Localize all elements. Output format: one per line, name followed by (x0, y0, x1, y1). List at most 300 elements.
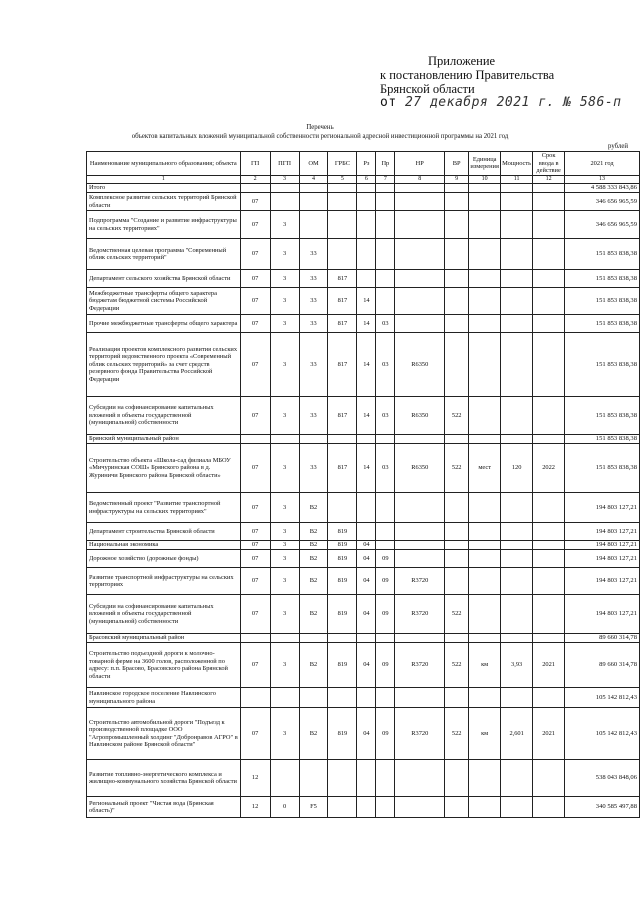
row-code-cell: 04 (357, 595, 376, 634)
column-number-9: 9 (445, 175, 469, 184)
row-code-cell (376, 523, 395, 541)
row-code-cell (299, 193, 328, 211)
row-code-cell (533, 333, 565, 397)
document-subtitle: объектов капитальных вложений муниципальной собственности региональной адресной инвестиционной программы на 2021 год (131, 133, 509, 140)
row-code-cell (533, 211, 565, 239)
row-name-cell: Ведомственная целевая программа "Современный облик сельских территорий" (87, 239, 241, 270)
row-code-cell (376, 797, 395, 818)
row-code-cell: 819 (328, 708, 357, 760)
column-header-10: Единица измерения (469, 152, 501, 176)
table-row (87, 643, 640, 688)
row-amount-cell: 151 853 838,38 (565, 444, 640, 493)
row-code-cell (328, 688, 357, 708)
row-code-cell: 2022 (533, 444, 565, 493)
row-code-cell (357, 435, 376, 444)
table-row (87, 270, 640, 288)
row-code-cell (469, 270, 501, 288)
row-code-cell (445, 568, 469, 595)
row-code-cell: 3 (270, 239, 299, 270)
row-code-cell (240, 688, 270, 708)
row-code-cell: R3720 (395, 643, 445, 688)
row-name-cell: Навлинское городское поселение Навлинского муниципального района (87, 688, 241, 708)
row-code-cell: 819 (328, 523, 357, 541)
row-code-cell: 3 (270, 493, 299, 523)
row-code-cell (445, 270, 469, 288)
row-code-cell: В2 (299, 643, 328, 688)
row-code-cell (395, 541, 445, 550)
column-number-12: 12 (533, 175, 565, 184)
row-code-cell (376, 760, 395, 797)
row-code-cell (501, 239, 533, 270)
row-code-cell (395, 523, 445, 541)
row-code-cell (501, 270, 533, 288)
row-name-cell: Итого (87, 184, 241, 193)
row-name-cell: Брасовский муниципальный район (87, 634, 241, 643)
row-code-cell (376, 270, 395, 288)
row-code-cell (328, 184, 357, 193)
row-code-cell: 04 (357, 708, 376, 760)
row-amount-cell: 151 853 838,38 (565, 288, 640, 315)
row-code-cell (533, 315, 565, 333)
row-code-cell (533, 397, 565, 435)
row-code-cell (395, 315, 445, 333)
column-number-7: 7 (376, 175, 395, 184)
row-name-cell: Реализация проектов комплексного развития сельских территорий ведомственного проекта «Современный облик сельских территорий» за счет средств резервного фонда Правительства Российской Федерации (87, 333, 241, 397)
row-code-cell (469, 634, 501, 643)
row-code-cell (270, 760, 299, 797)
table-row (87, 493, 640, 523)
row-code-cell (501, 541, 533, 550)
row-code-cell (469, 523, 501, 541)
row-code-cell: 3,93 (501, 643, 533, 688)
row-code-cell: В2 (299, 493, 328, 523)
row-code-cell: 120 (501, 444, 533, 493)
row-code-cell: 09 (376, 708, 395, 760)
row-code-cell (445, 523, 469, 541)
table-row (87, 397, 640, 435)
row-code-cell: 2,601 (501, 708, 533, 760)
row-code-cell: 04 (357, 643, 376, 688)
row-code-cell (357, 270, 376, 288)
row-code-cell: 817 (328, 288, 357, 315)
row-code-cell: 819 (328, 643, 357, 688)
row-code-cell (357, 493, 376, 523)
table-row (87, 634, 640, 643)
row-code-cell (501, 550, 533, 568)
table-row (87, 435, 640, 444)
row-code-cell: 07 (240, 288, 270, 315)
row-code-cell (445, 550, 469, 568)
row-code-cell: 14 (357, 315, 376, 333)
row-code-cell (469, 288, 501, 315)
row-code-cell (469, 595, 501, 634)
row-amount-cell: 194 803 127,21 (565, 493, 640, 523)
row-code-cell: 33 (299, 270, 328, 288)
row-code-cell: 819 (328, 595, 357, 634)
row-code-cell (395, 688, 445, 708)
row-code-cell: 33 (299, 315, 328, 333)
row-code-cell: 817 (328, 270, 357, 288)
row-code-cell: 12 (240, 760, 270, 797)
row-code-cell: R3720 (395, 708, 445, 760)
row-name-cell: Подпрограмма "Создание и развитие инфраструктуры на сельских территориях" (87, 211, 241, 239)
row-code-cell (376, 435, 395, 444)
header-date-handwritten: 27 декабря 2021 г. № 586-п (404, 95, 622, 110)
row-code-cell: 07 (240, 211, 270, 239)
row-code-cell: 3 (270, 315, 299, 333)
row-code-cell (328, 634, 357, 643)
row-code-cell: 03 (376, 444, 395, 493)
column-number-2: 2 (240, 175, 270, 184)
row-code-cell (376, 239, 395, 270)
row-code-cell: 819 (328, 550, 357, 568)
table-row (87, 760, 640, 797)
row-code-cell (395, 493, 445, 523)
row-code-cell (533, 797, 565, 818)
row-code-cell: 09 (376, 595, 395, 634)
row-code-cell: 819 (328, 541, 357, 550)
column-header-5: ГРБС (328, 152, 357, 176)
row-code-cell (533, 595, 565, 634)
row-code-cell (501, 288, 533, 315)
row-name-cell: Субсидии на софинансирование капитальных вложений в объекты государственной (муниципальной) собственности (87, 595, 241, 634)
row-code-cell: 14 (357, 288, 376, 315)
column-header-8: НР (395, 152, 445, 176)
row-code-cell (469, 797, 501, 818)
table-row (87, 550, 640, 568)
row-code-cell (395, 239, 445, 270)
row-code-cell (445, 211, 469, 239)
row-code-cell: 09 (376, 550, 395, 568)
row-code-cell (533, 541, 565, 550)
table-body (87, 184, 640, 818)
row-code-cell (376, 288, 395, 315)
row-code-cell (501, 184, 533, 193)
column-header-1: Наименование муниципального образования; объекта (87, 152, 241, 176)
row-code-cell: 33 (299, 239, 328, 270)
row-code-cell (395, 634, 445, 643)
row-code-cell (357, 239, 376, 270)
row-code-cell (328, 193, 357, 211)
row-code-cell (501, 193, 533, 211)
row-code-cell (376, 184, 395, 193)
row-code-cell (445, 193, 469, 211)
table-row (87, 315, 640, 333)
row-code-cell (469, 541, 501, 550)
row-code-cell (270, 688, 299, 708)
table-row (87, 523, 640, 541)
row-code-cell: 07 (240, 595, 270, 634)
row-code-cell: R6350 (395, 333, 445, 397)
row-amount-cell: 105 142 812,43 (565, 688, 640, 708)
row-code-cell (501, 634, 533, 643)
row-code-cell: км (469, 643, 501, 688)
row-code-cell (533, 760, 565, 797)
header-date-line (380, 96, 630, 110)
row-code-cell: 07 (240, 550, 270, 568)
row-name-cell: Департамент строительства Брянской области (87, 523, 241, 541)
row-code-cell (376, 688, 395, 708)
row-code-cell (270, 435, 299, 444)
row-code-cell (376, 193, 395, 211)
header-resolution-line: к постановлению Правительства (380, 68, 555, 82)
row-amount-cell: 89 660 314,78 (565, 634, 640, 643)
row-code-cell (445, 797, 469, 818)
column-number-5: 5 (328, 175, 357, 184)
row-code-cell: 03 (376, 333, 395, 397)
row-code-cell (376, 634, 395, 643)
row-code-cell: 07 (240, 193, 270, 211)
table-row (87, 211, 640, 239)
row-code-cell (270, 193, 299, 211)
row-code-cell (469, 493, 501, 523)
row-amount-cell: 151 853 838,38 (565, 270, 640, 288)
row-code-cell: 3 (270, 288, 299, 315)
row-code-cell: R3720 (395, 595, 445, 634)
row-code-cell (533, 634, 565, 643)
column-number-10: 10 (469, 175, 501, 184)
column-header-13: 2021 год (565, 152, 640, 176)
row-code-cell (469, 193, 501, 211)
row-code-cell: В2 (299, 523, 328, 541)
column-number-6: 6 (357, 175, 376, 184)
row-code-cell: 07 (240, 270, 270, 288)
row-code-cell (328, 493, 357, 523)
row-code-cell: 07 (240, 333, 270, 397)
row-code-cell: 3 (270, 523, 299, 541)
row-code-cell: 07 (240, 568, 270, 595)
row-code-cell: 09 (376, 568, 395, 595)
row-code-cell: 07 (240, 315, 270, 333)
row-code-cell (469, 315, 501, 333)
row-code-cell (395, 550, 445, 568)
column-header-2: ГП (240, 152, 270, 176)
row-name-cell: Региональный проект "Чистая вода (Брянская область)" (87, 797, 241, 818)
row-code-cell (533, 184, 565, 193)
row-amount-cell: 346 656 965,59 (565, 211, 640, 239)
row-code-cell (299, 211, 328, 239)
row-code-cell: 07 (240, 397, 270, 435)
column-number-3: 3 (270, 175, 299, 184)
row-code-cell: 817 (328, 333, 357, 397)
table-row (87, 288, 640, 315)
column-number-1: 1 (87, 175, 241, 184)
row-code-cell: В2 (299, 595, 328, 634)
row-code-cell (328, 211, 357, 239)
document-header (380, 54, 630, 110)
row-code-cell (357, 193, 376, 211)
row-name-cell: Брянский муниципальный район (87, 435, 241, 444)
table-row (87, 797, 640, 818)
row-code-cell: 33 (299, 288, 328, 315)
row-code-cell: 3 (270, 270, 299, 288)
row-code-cell: 522 (445, 397, 469, 435)
row-code-cell: 33 (299, 397, 328, 435)
table-row (87, 333, 640, 397)
row-amount-cell: 538 043 848,06 (565, 760, 640, 797)
row-code-cell (501, 493, 533, 523)
column-number-13: 13 (565, 175, 640, 184)
row-code-cell (445, 239, 469, 270)
row-code-cell (533, 270, 565, 288)
row-code-cell (533, 688, 565, 708)
row-code-cell (395, 211, 445, 239)
row-code-cell (469, 760, 501, 797)
row-name-cell: Межбюджетные трансферты общего характера бюджетам бюджетной системы Российской Федерации (87, 288, 241, 315)
row-code-cell: 2021 (533, 643, 565, 688)
row-code-cell: 07 (240, 643, 270, 688)
row-amount-cell: 194 803 127,21 (565, 568, 640, 595)
row-code-cell (395, 270, 445, 288)
row-name-cell: Строительство подъездной дороги к молочно-товарной ферме на 3600 голов, расположенной по адресу: п.п. Брасово, Брасовского района Брянской области (87, 643, 241, 688)
row-code-cell (376, 493, 395, 523)
header-date-prefix: от (380, 95, 397, 110)
row-code-cell: 07 (240, 239, 270, 270)
row-code-cell: 07 (240, 541, 270, 550)
row-code-cell: 522 (445, 643, 469, 688)
row-code-cell (469, 435, 501, 444)
row-code-cell: 3 (270, 541, 299, 550)
row-amount-cell: 89 660 314,78 (565, 643, 640, 688)
column-number-8: 8 (395, 175, 445, 184)
row-code-cell: 817 (328, 397, 357, 435)
row-code-cell (501, 315, 533, 333)
row-code-cell: 3 (270, 595, 299, 634)
row-code-cell (469, 397, 501, 435)
row-code-cell (299, 760, 328, 797)
table-row (87, 708, 640, 760)
table-column-numbers (87, 175, 640, 184)
row-amount-cell: 105 142 812,43 (565, 708, 640, 760)
row-code-cell: В2 (299, 541, 328, 550)
row-code-cell (533, 523, 565, 541)
row-code-cell: 04 (357, 550, 376, 568)
row-name-cell: Развитие топливно-энергетического комплекса и жилищно-коммунального хозяйства Брянской области (87, 760, 241, 797)
row-code-cell: 819 (328, 568, 357, 595)
row-amount-cell: 194 803 127,21 (565, 550, 640, 568)
row-code-cell: 07 (240, 523, 270, 541)
row-code-cell: 817 (328, 444, 357, 493)
row-code-cell (357, 634, 376, 643)
row-code-cell (501, 595, 533, 634)
row-code-cell (501, 568, 533, 595)
row-code-cell: 03 (376, 397, 395, 435)
row-code-cell (501, 523, 533, 541)
row-code-cell: 3 (270, 444, 299, 493)
row-code-cell (328, 435, 357, 444)
row-code-cell (469, 688, 501, 708)
row-amount-cell: 194 803 127,21 (565, 595, 640, 634)
row-code-cell: 33 (299, 444, 328, 493)
row-code-cell (376, 541, 395, 550)
row-amount-cell: 194 803 127,21 (565, 523, 640, 541)
row-code-cell (533, 493, 565, 523)
row-code-cell: 07 (240, 493, 270, 523)
row-code-cell (328, 239, 357, 270)
row-code-cell (501, 333, 533, 397)
row-code-cell (445, 760, 469, 797)
row-code-cell: 04 (357, 568, 376, 595)
row-amount-cell: 194 803 127,21 (565, 541, 640, 550)
header-appendix-label: Приложение (428, 54, 496, 68)
row-name-cell: Прочие межбюджетные трансферты общего характера (87, 315, 241, 333)
column-header-9: ВР (445, 152, 469, 176)
row-code-cell (445, 541, 469, 550)
row-code-cell (299, 435, 328, 444)
column-header-3: ПГП (270, 152, 299, 176)
row-code-cell: 3 (270, 397, 299, 435)
row-code-cell (469, 550, 501, 568)
row-code-cell (395, 193, 445, 211)
header-region-line: Брянской области (380, 82, 475, 96)
row-code-cell: 522 (445, 444, 469, 493)
unit-label: рублей (608, 143, 628, 150)
table-row (87, 688, 640, 708)
row-code-cell (533, 288, 565, 315)
row-code-cell (357, 688, 376, 708)
row-code-cell (299, 184, 328, 193)
row-code-cell: 2021 (533, 708, 565, 760)
table-row (87, 541, 640, 550)
row-code-cell (445, 435, 469, 444)
row-code-cell: 04 (357, 541, 376, 550)
row-code-cell (270, 184, 299, 193)
row-code-cell (501, 211, 533, 239)
row-code-cell (299, 634, 328, 643)
row-code-cell: R6350 (395, 397, 445, 435)
row-code-cell (445, 315, 469, 333)
column-header-6: Рз (357, 152, 376, 176)
row-code-cell: F5 (299, 797, 328, 818)
row-code-cell (533, 239, 565, 270)
row-code-cell (299, 688, 328, 708)
row-code-cell (395, 288, 445, 315)
table-row (87, 595, 640, 634)
column-header-7: Пр (376, 152, 395, 176)
table-row (87, 444, 640, 493)
row-code-cell (395, 797, 445, 818)
row-code-cell: 14 (357, 333, 376, 397)
row-amount-cell: 151 853 838,38 (565, 333, 640, 397)
row-code-cell (469, 184, 501, 193)
row-code-cell (357, 523, 376, 541)
row-amount-cell: 151 853 838,38 (565, 435, 640, 444)
row-name-cell: Субсидии на софинансирование капитальных вложений в объекты государственной (муниципальной) собственности (87, 397, 241, 435)
row-code-cell (445, 688, 469, 708)
investment-table (86, 151, 640, 818)
row-code-cell (328, 797, 357, 818)
row-code-cell (445, 493, 469, 523)
row-code-cell (395, 184, 445, 193)
table-header-row (87, 152, 640, 176)
row-code-cell (357, 797, 376, 818)
row-code-cell (357, 760, 376, 797)
row-amount-cell: 151 853 838,38 (565, 397, 640, 435)
row-code-cell (533, 568, 565, 595)
row-code-cell: В2 (299, 568, 328, 595)
row-code-cell (395, 435, 445, 444)
row-code-cell (469, 239, 501, 270)
row-code-cell (469, 568, 501, 595)
table-row (87, 568, 640, 595)
row-code-cell: 14 (357, 397, 376, 435)
row-name-cell: Национальная экономика (87, 541, 241, 550)
column-header-12: Срок ввода в действие (533, 152, 565, 176)
row-code-cell: 3 (270, 568, 299, 595)
row-code-cell (445, 184, 469, 193)
row-code-cell (328, 760, 357, 797)
row-code-cell: 07 (240, 708, 270, 760)
